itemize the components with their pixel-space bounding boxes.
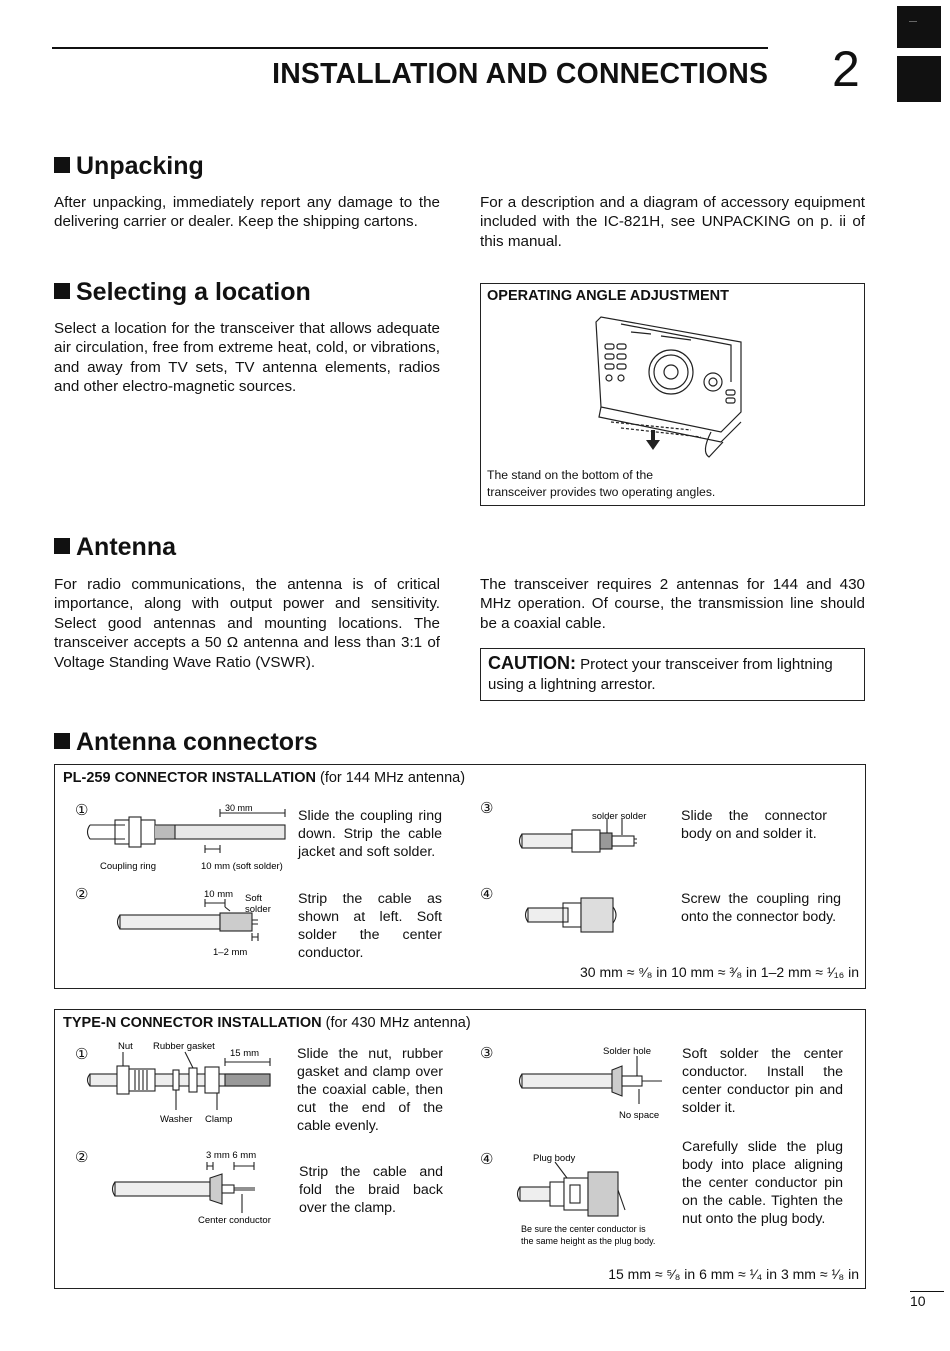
pl259-label-solder-solder: solder solder	[592, 811, 647, 822]
chapter-number: 2	[832, 41, 860, 97]
caution-label: CAUTION:	[488, 653, 576, 673]
typen-label-plug-body: Plug body	[533, 1153, 576, 1164]
pl259-step-1-text: Slide the coupling ring down. Strip the cable jacket and soft solder.	[298, 808, 442, 860]
caution-text: Protect your transceiver from lightning using a lightning arrestor.	[488, 656, 833, 693]
unpacking-right-text: For a description and a diagram of accessory equipment included with the IC-821H, see UNPACKING on p. ii of this manual.	[480, 194, 865, 250]
pl259-label-10mm: 10 mm	[204, 889, 234, 900]
typen-label-rubber-gasket: Rubber gasket	[153, 1041, 215, 1052]
pl259-label-10mm-soft: 10 mm (soft solder)	[201, 861, 283, 872]
pl259-title: PL-259 CONNECTOR INSTALLATION	[63, 770, 316, 786]
pl259-subtitle: (for 144 MHz antenna)	[320, 770, 466, 786]
section-tab-active	[897, 56, 941, 102]
typen-box	[54, 1009, 866, 1289]
pl259-label-1-2mm: 1–2 mm	[213, 947, 248, 958]
pl259-box	[54, 764, 866, 989]
connectors-heading: Antenna connectors	[54, 728, 318, 757]
typen-title: TYPE-N CONNECTOR INSTALLATION	[63, 1015, 322, 1031]
typen-label-note-1: Be sure the center conductor is	[521, 1224, 646, 1234]
unpacking-left-text: After unpacking, immediately report any damage to the delivering carrier or dealer. Keep the shipping cartons.	[54, 194, 440, 231]
typen-step-1-num: ①	[75, 1046, 89, 1063]
operating-angle-caption-2: transceiver provides two operating angles.	[487, 485, 716, 499]
typen-step-1-diagram	[85, 1040, 295, 1130]
operating-angle-caption-1: The stand on the bottom of the	[487, 468, 653, 482]
typen-step-4-num: ④	[480, 1151, 494, 1168]
typen-step-3-diagram	[517, 1044, 677, 1124]
typen-step-2-num: ②	[75, 1149, 89, 1166]
antenna-heading: Antenna	[54, 533, 176, 562]
typen-subtitle: (for 430 MHz antenna)	[325, 1015, 471, 1031]
pl259-step-2-text: Strip the cable as shown at left. Soft solder the center conductor.	[298, 891, 442, 961]
caution-text-block	[488, 653, 858, 695]
typen-conversion: 15 mm ≈ ⁵⁄₈ in 6 mm ≈ ¹⁄₄ in 3 mm ≈ ¹⁄₈ in	[608, 1266, 859, 1282]
typen-label-3mm-6mm: 3 mm 6 mm	[206, 1150, 257, 1161]
typen-step-3-num: ③	[480, 1045, 494, 1062]
typen-step-2-diagram	[110, 1148, 290, 1228]
typen-label-clamp: Clamp	[205, 1114, 233, 1125]
operating-angle-title: OPERATING ANGLE ADJUSTMENT	[487, 288, 729, 304]
typen-step-4-text: Carefully slide the plug body into place aligning the center conductor pin on the cable. Tighten the nut onto the plug body.	[682, 1139, 843, 1227]
pl259-conversion: 30 mm ≈ ⁹⁄₈ in 10 mm ≈ ³⁄₈ in 1–2 mm ≈ ¹⁄₁₆ in	[580, 964, 859, 980]
typen-step-2-text: Strip the cable and fold the braid back over the clamp.	[299, 1164, 443, 1216]
typen-step-3-text: Soft solder the center conductor. Install the center conductor pin and solder it.	[682, 1046, 843, 1116]
antenna-left-text: For radio communications, the antenna is of critical importance, along with output power and sensitivity. Select good antennas and mounting locations. The transceiver accepts a 50 Ω antenna and less than 3:1 of Voltage Standing Wave Ratio (VSWR).	[54, 576, 440, 671]
pl259-step-3-num: ③	[480, 800, 494, 817]
typen-label-center-conductor: Center conductor	[198, 1215, 271, 1226]
chapter-title: INSTALLATION AND CONNECTIONS	[272, 58, 768, 90]
antenna-right-text: The transceiver requires 2 antennas for 144 and 430 MHz operation. Of course, the transmission line should be a coaxial cable.	[480, 576, 865, 632]
typen-label-nut: Nut	[118, 1041, 133, 1052]
page-number: 10	[910, 1293, 926, 1309]
pl259-step-1-num: ①	[75, 802, 89, 819]
typen-step-1-text: Slide the nut, rubber gasket and clamp over the coaxial cable, then cut the end of the cable evenly.	[297, 1046, 443, 1134]
location-text: Select a location for the transceiver that allows adequate air circulation, free from extreme heat, cold, or vibrations, and away from TV sets, TV antenna elements, radios and other electro-magnetic sources.	[54, 320, 440, 396]
pl259-label-coupling-ring: Coupling ring	[100, 861, 156, 872]
operating-angle-box	[480, 283, 865, 506]
typen-label-note-2: the same height as the plug body.	[521, 1236, 656, 1246]
pl259-step-3-diagram	[517, 809, 677, 864]
pl259-label-solder: solder	[245, 904, 271, 915]
typen-label-15mm: 15 mm	[230, 1048, 260, 1059]
typen-title-line	[63, 1015, 471, 1031]
pl259-label-soft: Soft	[245, 893, 262, 904]
footer-rule	[910, 1291, 944, 1292]
caution-box	[480, 648, 865, 701]
typen-label-washer: Washer	[160, 1114, 193, 1125]
typen-label-no-space: No space	[619, 1110, 660, 1121]
section-tab-marker	[897, 6, 941, 48]
transceiver-stand-illustration	[591, 312, 751, 462]
pl259-step-1-diagram	[85, 803, 295, 873]
pl259-step-2-num: ②	[75, 886, 89, 903]
location-heading: Selecting a location	[54, 278, 311, 307]
pl259-label-30mm: 30 mm	[225, 803, 253, 813]
typen-label-solder-hole: Solder hole	[603, 1046, 652, 1057]
typen-step-4-diagram	[515, 1150, 675, 1255]
unpacking-heading: Unpacking	[54, 152, 204, 181]
pl259-step-4-num: ④	[480, 886, 494, 903]
pl259-title-line	[63, 770, 465, 786]
header-rule	[52, 47, 768, 49]
pl259-step-4-text: Screw the coupling ring onto the connector body.	[681, 891, 841, 925]
pl259-step-2-diagram	[110, 887, 290, 959]
pl259-step-3-text: Slide the connector body on and solder it.	[681, 808, 827, 842]
pl259-step-4-diagram	[523, 893, 663, 938]
